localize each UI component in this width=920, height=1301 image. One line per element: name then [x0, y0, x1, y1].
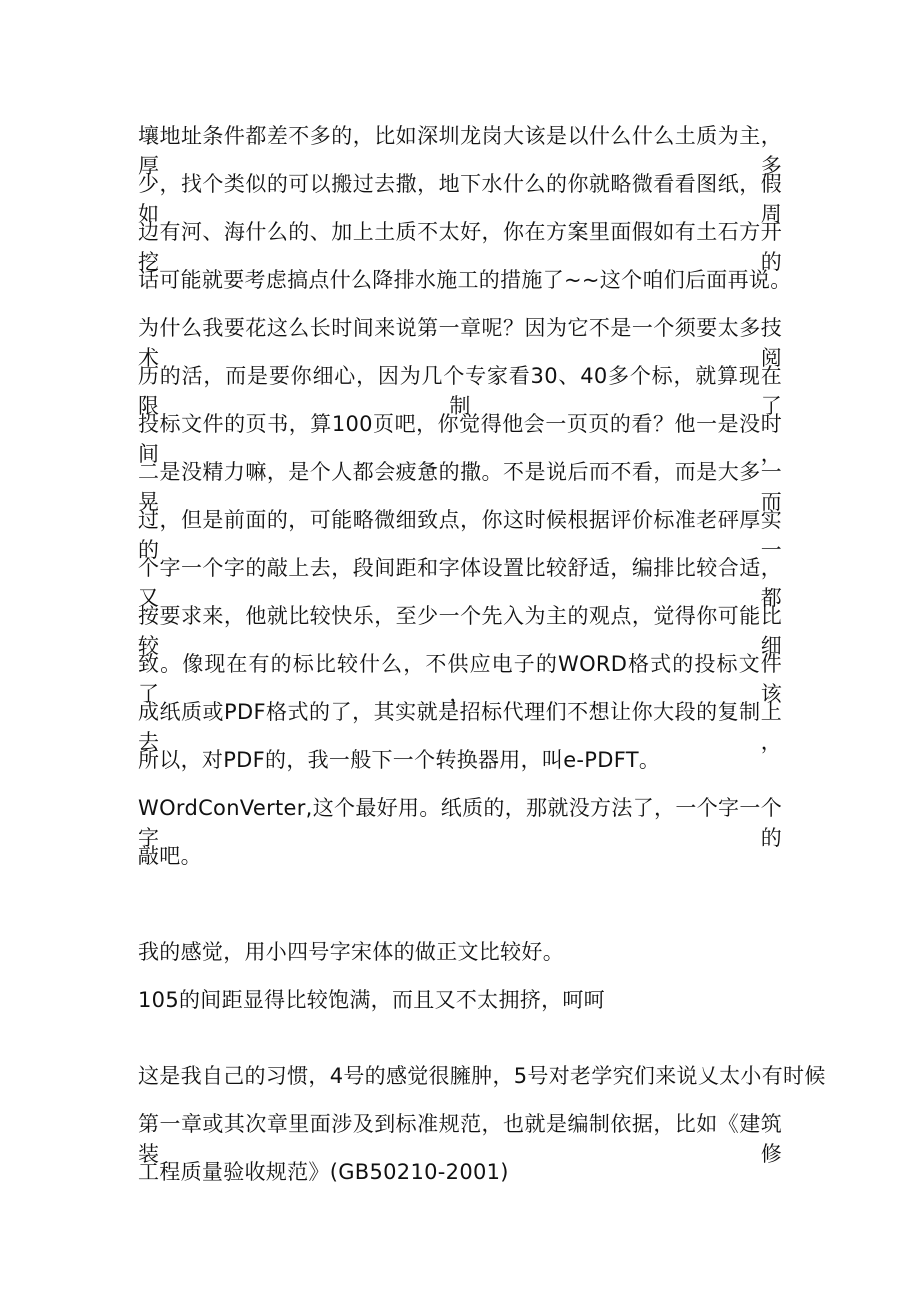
- text-line: 这是我自己的习惯，4号的感觉很臃肿，5号对老学究们来说乂太小有时候: [138, 1064, 826, 1088]
- text-line: 105的间距显得比较饱满，而且又不太拥挤，呵呵: [138, 988, 605, 1012]
- text-line: 成纸质或PDF格式的了，其实就是招标代理们不想让你大段的复制上去，: [138, 700, 782, 754]
- text-line: 为什么我要花这么长时间来说第一章呢？因为它不是一个须要太多技术阅: [138, 316, 782, 370]
- text-line: 边有河、海什么的、加上土质不太好，你在方案里面假如有土石方开挖的: [138, 220, 782, 274]
- text-line: 敲吧。: [138, 844, 202, 868]
- text-line: 投标文件的页书，算100页吧，你觉得他会一页页的看？他一是没时间，: [138, 412, 782, 466]
- text-line: WOrdConVerter,这个最好用。纸质的，那就没方法了，一个字一个字的: [138, 796, 782, 850]
- text-line: 按要求来，他就比较快乐，至少一个先入为主的观点，觉得你可能比较细: [138, 604, 782, 658]
- text-line: 致。像现在有的标比较什么，不供应电子的WORD格式的投标文件了，该: [138, 652, 782, 706]
- text-line: 壤地址条件都差不多的，比如深圳龙岗大该是以什么什么土质为主，厚多: [138, 124, 782, 178]
- text-line: 二是没精力嘛，是个人都会疲惫的撒。不是说后而不看，而是大多一晃而: [138, 460, 782, 514]
- text-line: 历的活，而是要你细心，因为几个专家看30、40多个标，就算现在限制了: [138, 364, 782, 418]
- text-line: 工程质量验收规范》(GB50210-2001): [138, 1160, 509, 1184]
- text-line: 话可能就要考虑搞点什么降排水施工的措施了~~这个咱们后面再说。: [138, 268, 792, 292]
- text-line: 过，但是前面的，可能略微细致点，你这时候根据评价标准老砰厚实的一: [138, 508, 782, 562]
- text-line: 第一章或其次章里面涉及到标准规范，也就是编制依据，比如《建筑装修: [138, 1112, 782, 1166]
- text-line: 个字一个字的敲上去，段间距和字体设置比较舒适，编排比较合适，又都: [138, 556, 782, 610]
- text-line: 所以，对PDF的，我一般下一个转换器用，叫e-PDFT。: [138, 748, 661, 772]
- text-line: 我的感觉，用小四号字宋体的做正文比较好。: [138, 940, 564, 964]
- text-line: 少，找个类似的可以搬过去撒，地下水什么的你就略微看看图纸，假如周: [138, 172, 782, 226]
